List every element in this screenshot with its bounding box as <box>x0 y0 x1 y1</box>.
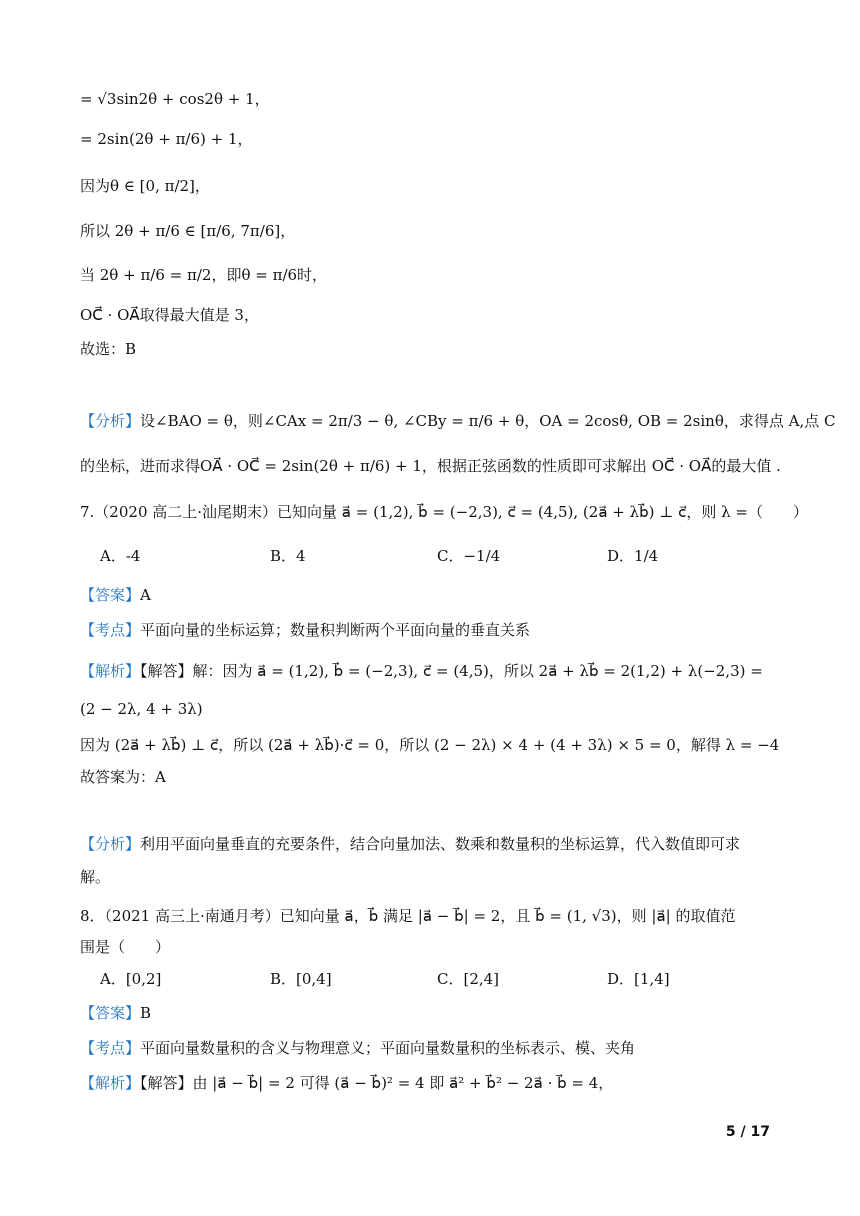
solution-line: 因为 (2a⃗ + λb⃗) ⊥ c⃗，所以 (2a⃗ + λb⃗)·c⃗ = 0，所以 (2 − 2λ) × 4 + (4 + 3λ) × 5 = 0，解得 λ = −4 <box>80 736 780 754</box>
option-d: D．1/4 <box>607 547 659 565</box>
knowledge-point-tag: 【考点】 <box>80 1039 141 1057</box>
option-c: C．−1/4 <box>437 547 501 565</box>
knowledge-point-line <box>80 1037 780 1059</box>
answer-value: A <box>140 586 151 604</box>
solution-line <box>80 1072 780 1094</box>
option-a: A．-4 <box>100 547 141 565</box>
solution-tag: 【解析】 <box>80 1074 141 1092</box>
answer-value: B <box>140 1004 152 1022</box>
option-c: C．[2,4] <box>437 970 500 988</box>
knowledge-point-line <box>80 619 780 641</box>
answer-tag: 【答案】 <box>80 1004 141 1022</box>
answer-tag: 【答案】 <box>80 586 141 604</box>
analysis-block <box>80 410 836 432</box>
answer-line <box>80 1002 780 1024</box>
option-b: B．[0,4] <box>270 970 332 988</box>
answer-line <box>80 584 780 606</box>
knowledge-point-text: 平面向量数量积的含义与物理意义；平面向量数量积的坐标表示、模、夹角 <box>140 1039 636 1057</box>
analysis-tag: 【分析】 <box>80 835 141 853</box>
question-8-stem: 围是（ ） <box>80 938 171 956</box>
analysis-text: 利用平面向量垂直的充要条件，结合向量加法、数乘和数量积的坐标运算，代入数值即可求 <box>140 835 741 853</box>
solution-text: 【解答】解：因为 a⃗ = (1,2), b⃗ = (−2,3), c⃗ = (4,5)，所以 2a⃗ + λb⃗ = 2(1,2) + λ(−2,3) = <box>140 662 763 680</box>
solution-line: = √3sin2θ + cos2θ + 1， <box>80 90 270 108</box>
solution-line: 因为θ ∈ [0, π/2]， <box>80 177 210 195</box>
question-8-stem: 8．（2021 高三上·南通月考）已知向量 a⃗，b⃗ 满足 |a⃗ − b⃗| = 2，且 b⃗ = (1, √3)，则 |a⃗| 的取值范 <box>80 907 736 925</box>
analysis-block <box>80 833 780 855</box>
page-number: 5 / 17 <box>725 1124 770 1140</box>
knowledge-point-tag: 【考点】 <box>80 621 141 639</box>
solution-line: 所以 2θ + π/6 ∈ [π/6, 7π/6]， <box>80 222 296 240</box>
solution-line: = 2sin(2θ + π/6) + 1， <box>80 130 253 148</box>
option-a: A．[0,2] <box>100 970 162 988</box>
analysis-tag: 【分析】 <box>80 412 141 430</box>
option-b: B．4 <box>270 547 306 565</box>
analysis-text: 的坐标，进而求得OA⃗ · OC⃗ = 2sin(2θ + π/6) + 1，根据正弦函数的性质即可求解出 OC⃗ · OA⃗的最大值 . <box>80 457 781 475</box>
solution-line: 故答案为：A <box>80 768 166 786</box>
question-7-stem: 7.（2020 高二上·汕尾期末）已知向量 a⃗ = (1,2), b⃗ = (−2,3), c⃗ = (4,5), (2a⃗ + λb⃗) ⊥ c⃗，则 λ =（ ） <box>80 503 808 521</box>
solution-line: OC⃗ · OA⃗取得最大值是 3， <box>80 306 259 324</box>
solution-line: (2 − 2λ, 4 + 3λ) <box>80 700 203 718</box>
option-d: D．[1,4] <box>607 970 670 988</box>
solution-text: 【解答】由 |a⃗ − b⃗| = 2 可得 (a⃗ − b⃗)² = 4 即 a⃗² + b⃗² − 2a⃗ · b⃗ = 4， <box>140 1074 614 1092</box>
solution-line: 故选：B <box>80 340 137 358</box>
solution-line: 当 2θ + π/6 = π/2，即θ = π/6时， <box>80 266 328 284</box>
analysis-text: 解。 <box>80 868 111 886</box>
analysis-text: 设∠BAO = θ，则∠CAx = 2π/3 − θ, ∠CBy = π/6 + θ，OA = 2cosθ, OB = 2sinθ，求得点 A,点 C <box>140 412 836 430</box>
knowledge-point-text: 平面向量的坐标运算；数量积判断两个平面向量的垂直关系 <box>140 621 531 639</box>
solution-line <box>80 660 780 682</box>
solution-tag: 【解析】 <box>80 662 141 680</box>
